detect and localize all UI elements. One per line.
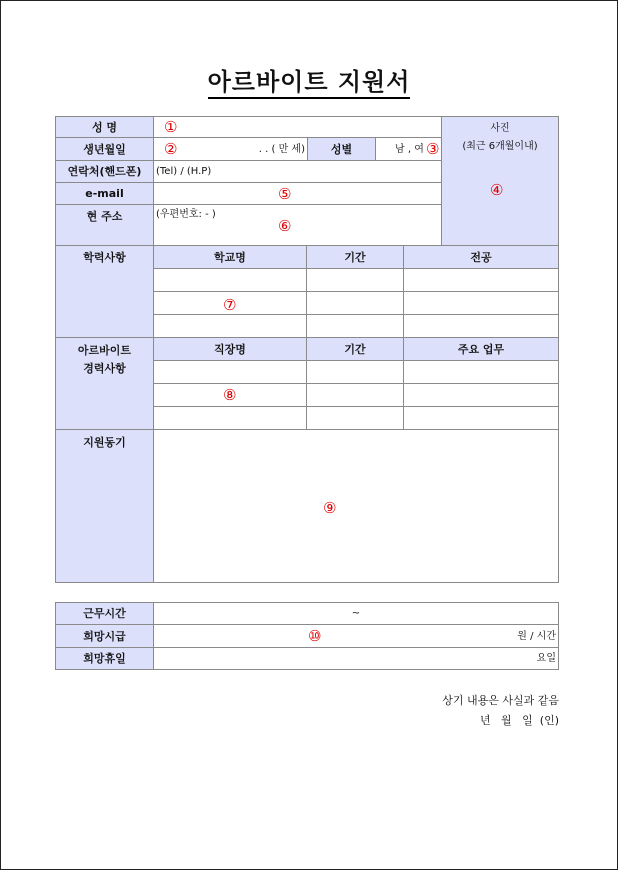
marker-1: ① <box>164 118 178 136</box>
work-row-3-duties[interactable] <box>403 406 559 430</box>
footer-statement: 상기 내용은 사실과 같음 <box>442 694 559 707</box>
contact-label: 연락처(핸드폰) <box>55 160 154 183</box>
name-label: 성 명 <box>55 116 154 138</box>
contact-value: (Tel) / (H.P) <box>156 166 212 177</box>
birth-suffix: . . ( 만 세) <box>258 144 305 155</box>
work-row-3-company[interactable] <box>153 406 307 430</box>
dayoff-label: 희망휴일 <box>55 647 154 670</box>
education-row-2-period[interactable] <box>306 291 404 315</box>
marker-7: ⑦ <box>223 296 237 314</box>
work-row-1-company[interactable] <box>153 360 307 384</box>
work-row-1-period[interactable] <box>306 360 404 384</box>
work-label: 아르바이트 경력사항 <box>55 337 154 430</box>
address-field[interactable] <box>153 204 442 246</box>
work-header-duties: 주요 업무 <box>403 337 559 361</box>
wage-field[interactable] <box>153 624 559 648</box>
dayoff-unit: 요일 <box>536 653 556 664</box>
education-header-major: 전공 <box>403 245 559 269</box>
education-row-3-period[interactable] <box>306 314 404 338</box>
education-row-3-school[interactable] <box>153 314 307 338</box>
hours-field[interactable] <box>153 602 559 625</box>
motive-field[interactable] <box>153 429 559 583</box>
work-row-2-period[interactable] <box>306 383 404 407</box>
marker-8: ⑧ <box>223 386 237 404</box>
wage-label: 희망시급 <box>55 624 154 648</box>
gender-label: 성별 <box>307 137 376 161</box>
marker-10: ⑩ <box>308 627 322 645</box>
marker-9: ⑨ <box>323 499 337 517</box>
marker-4: ④ <box>490 181 504 199</box>
education-row-1-school[interactable] <box>153 268 307 292</box>
work-row-1-duties[interactable] <box>403 360 559 384</box>
birth-label: 생년월일 <box>55 137 154 161</box>
photo-label: 사진 <box>490 123 510 134</box>
work-row-2-duties[interactable] <box>403 383 559 407</box>
email-label: e-mail <box>55 182 154 205</box>
form-title: 아르바이트 지원서 <box>0 62 618 97</box>
work-header-company: 직장명 <box>153 337 307 361</box>
hours-value: ~ <box>351 607 361 619</box>
education-header-period: 기간 <box>306 245 404 269</box>
email-field[interactable] <box>153 182 442 205</box>
work-header-period: 기간 <box>306 337 404 361</box>
education-header-school: 학교명 <box>153 245 307 269</box>
education-label: 학력사항 <box>55 245 154 338</box>
address-label: 현 주소 <box>55 204 154 246</box>
work-row-3-period[interactable] <box>306 406 404 430</box>
education-row-1-period[interactable] <box>306 268 404 292</box>
photo-hint: (최근 6개월이내) <box>462 141 538 152</box>
wage-unit: 원 / 시간 <box>517 631 556 642</box>
marker-6: ⑥ <box>278 217 292 235</box>
marker-3: ③ <box>426 140 440 158</box>
address-value: (우편번호: - ) <box>156 209 216 220</box>
gender-value: 남 , 여 <box>395 144 424 155</box>
contact-field[interactable] <box>153 160 442 183</box>
footer-date-line: 년 월 일 (인) <box>479 714 559 727</box>
education-row-3-major[interactable] <box>403 314 559 338</box>
education-row-1-major[interactable] <box>403 268 559 292</box>
marker-5: ⑤ <box>278 185 292 203</box>
marker-2: ② <box>164 140 178 158</box>
name-field[interactable] <box>153 116 442 138</box>
dayoff-field[interactable] <box>153 647 559 670</box>
motive-label: 지원동기 <box>55 429 154 583</box>
hours-label: 근무시간 <box>55 602 154 625</box>
education-row-2-major[interactable] <box>403 291 559 315</box>
